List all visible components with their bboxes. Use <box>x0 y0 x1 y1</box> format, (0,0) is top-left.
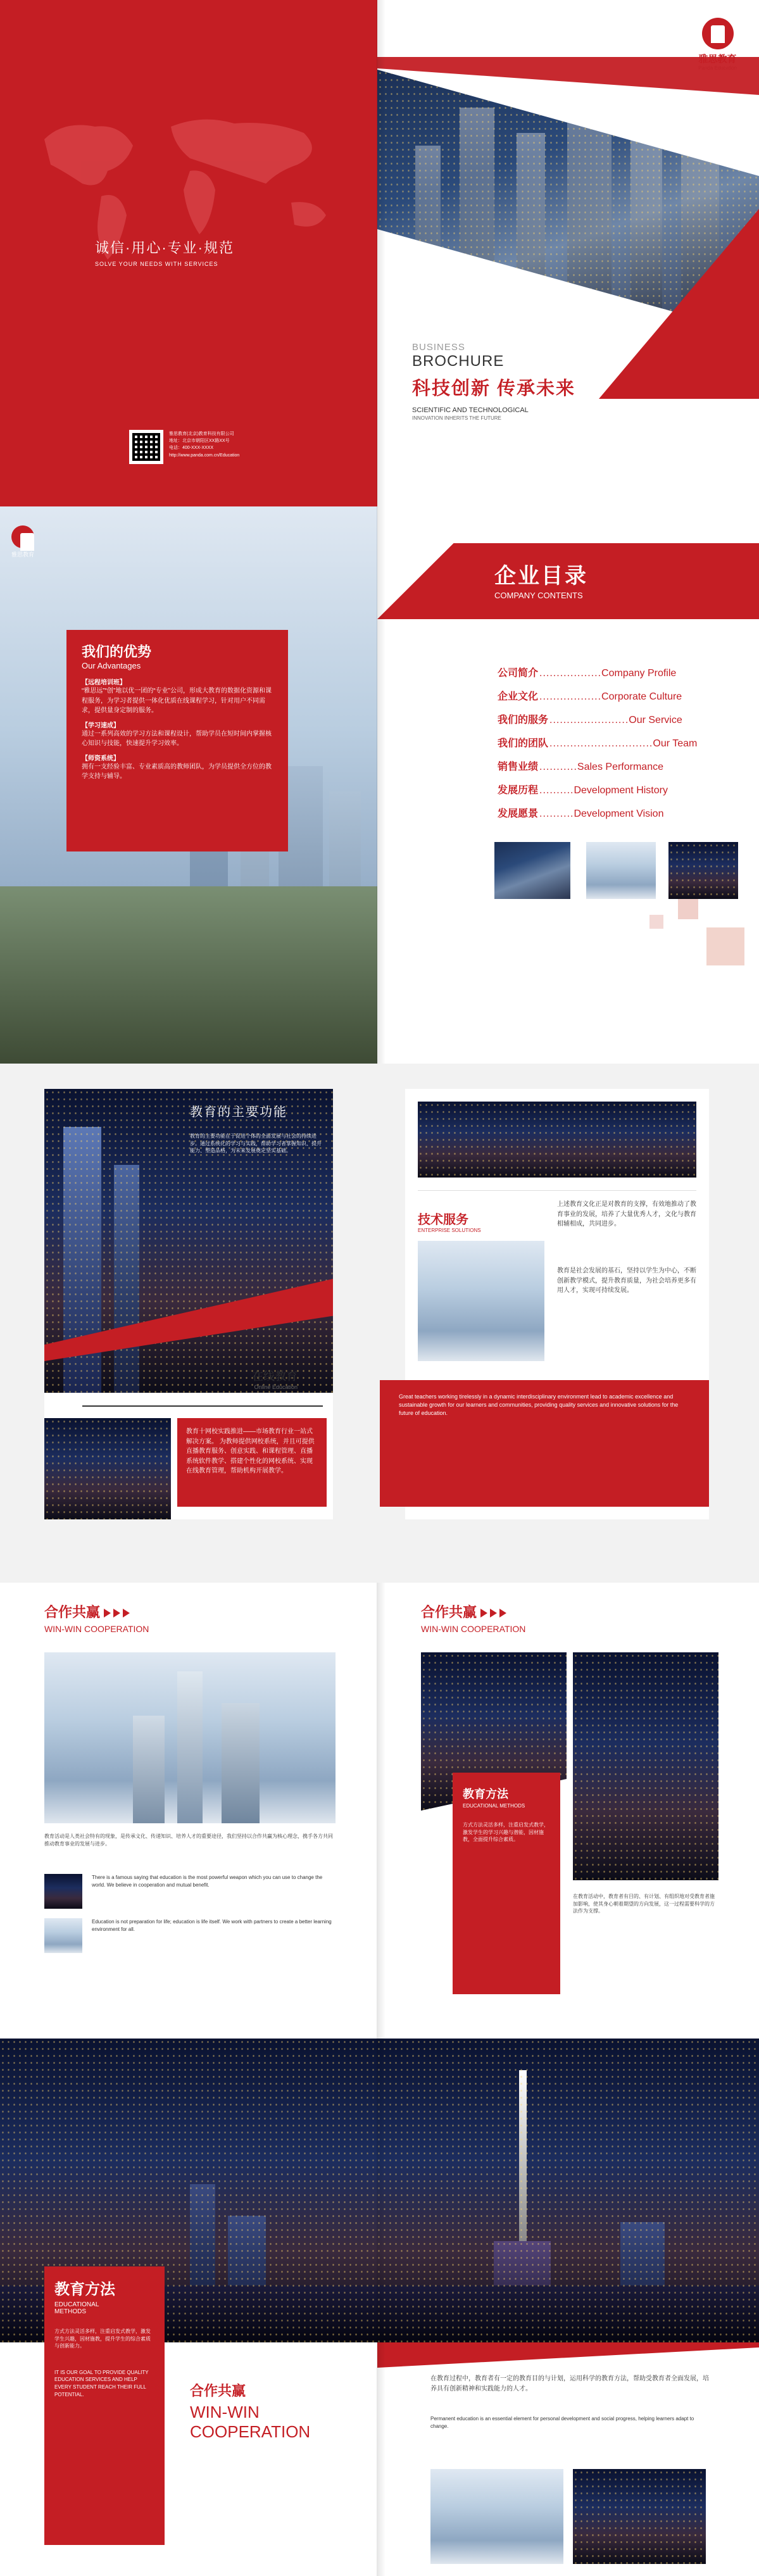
deco-square <box>649 915 663 929</box>
skyline-spread <box>0 2039 759 2576</box>
final-photo-bridge <box>430 2469 563 2564</box>
arrow-icon <box>113 1609 120 1618</box>
online-box <box>177 1418 327 1507</box>
cover-sub-en-1: SCIENTIFIC AND TECHNOLOGICAL <box>412 406 529 414</box>
cover-title-block <box>412 342 665 421</box>
cover-sub-en-2: INNOVATION INHERITS THE FUTURE <box>412 415 501 421</box>
cover-spread <box>0 0 759 506</box>
tech-title-en: ENTERPRISE SOLUTIONS <box>418 1228 481 1233</box>
tech-photo <box>418 1241 544 1361</box>
final-method-zh: 教育方法 <box>54 2281 115 2298</box>
brand-logo-icon <box>11 525 34 548</box>
final-coop-block <box>190 2380 348 2442</box>
cover-title-en-2: BROCHURE <box>412 353 505 370</box>
advantage-body: “雅思远”“创”地以优一团的“专业”公司，形成大教育的数据化资源和课程服务，为学习者提供一体化优质在线课程学习，针对用户不同需求，提供量身定制的服务。 <box>82 688 272 714</box>
final-method-en-2: METHODS <box>54 2308 86 2315</box>
coop-heading-right <box>421 1602 725 1634</box>
coop-title-en: WIN-WIN COOPERATION <box>421 1624 526 1634</box>
functions-title: 教育的主要功能 <box>190 1105 287 1119</box>
online-title-zh: 在线教育 <box>252 1370 298 1383</box>
final-method-en-1: EDUCATIONAL <box>54 2301 99 2308</box>
cooperation-spread <box>0 1583 759 2039</box>
final-body-zh: 在教育过程中，教育者有一定的教育目的与计划，运用科学的教育方法，帮助受教育者全面发展，培养具有创新精神和实践能力的人才。 <box>430 2375 709 2392</box>
method-body: 在教育活动中，教育者有目的、有计划、有组织地对受教育者施加影响，使其身心朝着期望的方向发展，这一过程需要科学的方法作为支撑。 <box>573 1894 715 1914</box>
arrow-icon <box>104 1609 111 1618</box>
method-text: 方式方法灵活多样，注重启发式教学，激发学生的学习兴趣与潜能，因材施教，全面提升综合素质。 <box>463 1822 549 1843</box>
skyline-photo <box>418 1102 696 1178</box>
advantages-title-zh: 我们的优势 <box>82 644 152 660</box>
toc-title-zh: 企业目录 <box>494 564 588 588</box>
brand-logo-small <box>11 525 34 558</box>
advantage-heading: 【远程培训班】 <box>82 679 126 686</box>
coop-title-en: WIN-WIN COOPERATION <box>44 1624 149 1634</box>
contact-block <box>130 430 239 463</box>
contact-line: http://www.panda.com.cn/Education <box>169 453 240 458</box>
online-title-en: Online Education <box>254 1384 298 1390</box>
final-method-en-text: IT IS OUR GOAL TO PROVIDE QUALITY EDUCATION SERVICES AND HELP EVERY STUDENT REACH THEIR FULL POTENTIAL. <box>54 2369 149 2397</box>
brand-name-zh: 雅思教育 <box>11 551 35 558</box>
coop-city-photo <box>44 1652 336 1823</box>
advantage-body: 通过一系列高效的学习方法和课程设计，帮助学员在短时间内掌握核心知识与技能，快速提升学习效率。 <box>82 730 272 747</box>
toc-item[interactable]: 企业文化 .................. Corporate Culture <box>498 691 682 702</box>
cover-slogan-block <box>95 237 310 267</box>
method-title-en: EDUCATIONAL METHODS <box>463 1803 525 1809</box>
tech-red-block <box>380 1380 709 1507</box>
tech-red-text: Great teachers working tirelessly in a dynamic interdisciplinary environment lead to academic excellence and sustainable growth for our learners and communities, providing quality services and innovative solutions for the future of education. <box>399 1393 679 1417</box>
page-fold <box>377 1583 386 2039</box>
contact-line: 地址：北京市朝阳区XX路XX号 <box>169 439 230 444</box>
tech-intro-2: 教育是社会发展的基石，坚持以学生为中心，不断创新教学模式，提升教育质量，为社会培养更多有用人才，实现可持续发展。 <box>557 1267 696 1294</box>
online-box-text: 教育十网校实践推进——市场教育行业一站式解决方案。 为教师提供网校系统，并且可提供直播教育服务、创意实践、和课程管理、直播系统软件教学、搭建个性化的网校系统、实现在线教育管理，帮助机构开展教学。 <box>186 1428 315 1474</box>
cover-title-en-1: BUSINESS <box>412 342 465 353</box>
coop-thumb <box>44 1874 82 1909</box>
arrow-icon <box>480 1609 487 1618</box>
final-method-box <box>44 2266 165 2545</box>
toc-item[interactable]: 公司简介 .................. Company Profile <box>498 668 677 679</box>
method-title-zh: 教育方法 <box>463 1788 508 1800</box>
final-coop-zh: 合作共赢 <box>190 2383 246 2399</box>
advantage-body: 拥有一支经验丰富、专业素质高的教师团队，为学员提供全方位的教学支持与辅导。 <box>82 763 272 780</box>
toc-photo <box>586 842 656 899</box>
arrow-icon <box>499 1609 506 1618</box>
toc-item[interactable]: 我们的服务 ....................... Our Service <box>498 715 682 726</box>
tech-title-block <box>418 1209 544 1233</box>
final-body-en: Permanent education is an essential element for personal development and social progress, helping learners adapt to change. <box>430 2416 694 2429</box>
toc-title-block <box>494 558 588 600</box>
divider <box>82 1405 323 1407</box>
coop-thumb <box>44 1918 82 1953</box>
page-fold <box>377 506 386 1064</box>
cover-slogan-zh: 诚信·用心·专业·规范 <box>95 240 234 256</box>
functions-page <box>44 1089 333 1519</box>
qr-code <box>130 430 163 463</box>
toc-item[interactable]: 销售业绩 ........... Sales Performance <box>498 762 663 772</box>
arrow-icon <box>490 1609 497 1618</box>
toc-item[interactable]: 发展愿景 .......... Development Vision <box>498 808 664 819</box>
final-red-stripe <box>377 2342 759 2368</box>
deco-square <box>678 899 698 919</box>
coop-title-zh: 合作共赢 <box>421 1604 477 1620</box>
coop-item-2: Education is not preparation for life; education is life itself. We work with partners to create a better learning environment for all. <box>92 1919 332 1932</box>
coop-text-zh: 教育活动是人类社会特有的现象，是传承文化、传递知识、培养人才的重要途径，我们坚持以合作共赢为核心理念，携手各方共同推动教育事业的发展与进步。 <box>44 1833 333 1847</box>
tech-title-zh: 技术服务 <box>418 1213 468 1227</box>
final-coop-en-2: COOPERATION <box>190 2422 311 2441</box>
night-street-photo <box>44 1418 171 1519</box>
online-label <box>222 1367 298 1390</box>
toc-photo <box>494 842 570 899</box>
final-coop-en-1: WIN-WIN <box>190 2403 260 2422</box>
final-photo-night <box>573 2469 706 2564</box>
page-fold <box>377 0 386 506</box>
contact-line: 电话：400-XXX-XXXX <box>169 446 214 451</box>
toc-item[interactable]: 我们的团队 .............................. Our Team <box>498 738 698 749</box>
cover-back-panel <box>0 0 377 506</box>
arrow-icon <box>123 1609 130 1618</box>
advantages-title-en: Our Advantages <box>82 661 141 670</box>
functions-spread <box>0 1064 759 1583</box>
deco-square <box>706 927 744 965</box>
cover-title-zh: 科技创新 传承未来 <box>412 379 576 399</box>
advantage-heading: 【学习速成】 <box>82 722 120 729</box>
functions-text-block <box>190 1102 323 1155</box>
advantage-heading: 【师资系统】 <box>82 755 120 762</box>
coop-title-zh: 合作共赢 <box>44 1604 101 1620</box>
contact-line: 雅思教育(北京)教育科技有限公司 <box>169 432 234 436</box>
tech-page <box>399 1089 709 1519</box>
cover-front <box>377 0 759 506</box>
functions-body: 教育的主要功能在于促进个体的全面发展与社会的持续进步。通过系统化的学习与实践，帮助学习者掌握知识、提升能力、塑造品格，为未来发展奠定坚实基础。 <box>190 1133 322 1154</box>
coop-item-1: There is a famous saying that education is the most powerful weapon which you can use to change the world. We believe in cooperation and mutual benefit. <box>92 1875 323 1888</box>
method-photo-right <box>573 1652 718 1880</box>
advantages-box <box>66 630 288 851</box>
tech-intro: 上述教育文化正是对教育的支撑，有效地推动了教育事业的发展，培养了大量优秀人才，文化与教育相辅相成，共同进步。 <box>557 1201 696 1228</box>
toc-item[interactable]: 发展历程 .......... Development History <box>498 785 668 796</box>
toc-photo <box>668 842 738 899</box>
toc-title-en: COMPANY CONTENTS <box>494 591 583 600</box>
coop-heading <box>44 1602 373 1634</box>
page-fold <box>377 2039 386 2576</box>
toc-list <box>498 665 744 829</box>
contents-spread <box>0 506 759 1064</box>
cover-slogan-en: SOLVE YOUR NEEDS WITH SERVICES <box>95 261 218 267</box>
method-red-box <box>453 1773 560 1994</box>
toc-page <box>377 506 759 1064</box>
final-method-text: 方式方法灵活多样，注重启发式教学，激发学生兴趣，因材施教，提升学生的综合素质与创新能力。 <box>54 2328 151 2349</box>
divider <box>418 1190 696 1191</box>
brand-logo-icon <box>702 18 734 49</box>
